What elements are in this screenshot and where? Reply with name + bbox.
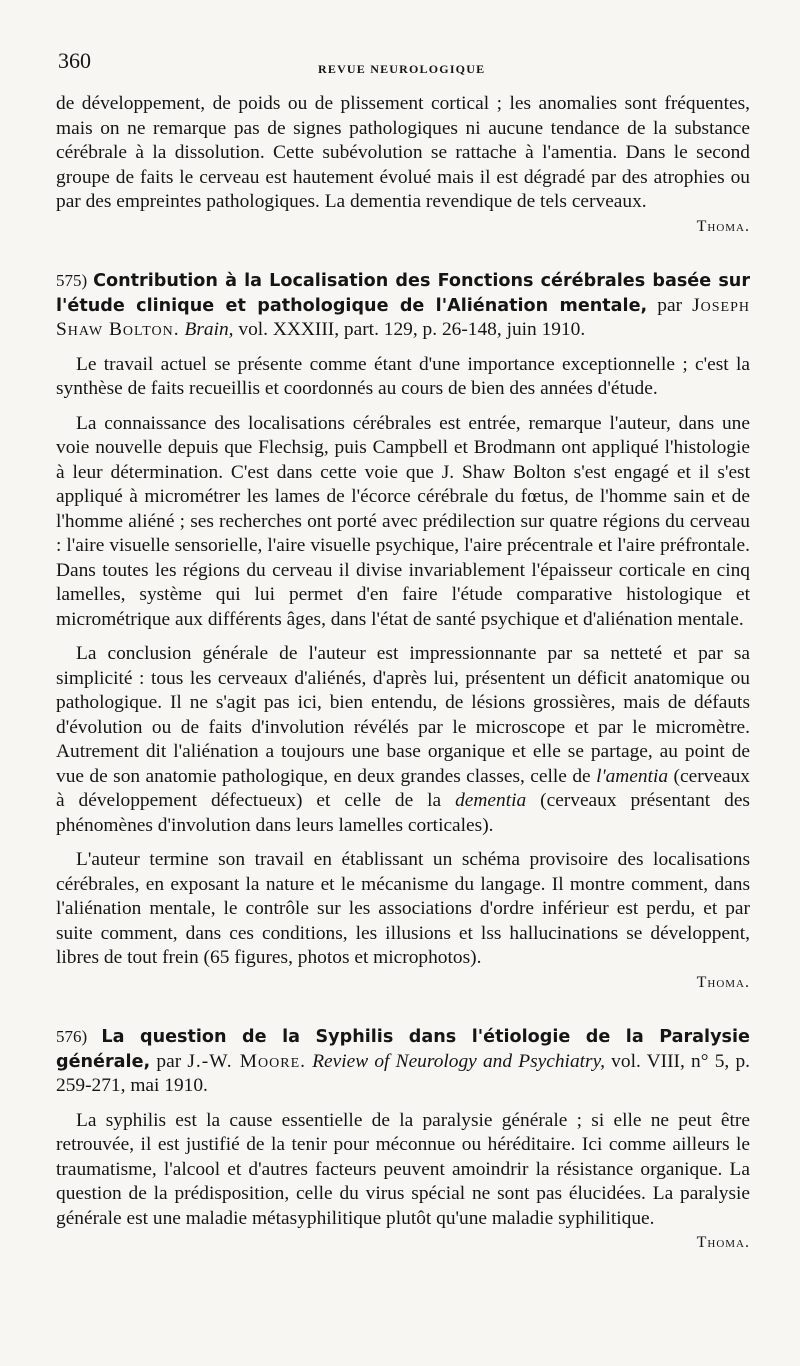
article-576-paragraph: La syphilis est la cause essentielle de la paralysie générale ; si elle ne peut être retrouvée, il est justifié de la tenir pour méconnue ou héréditaire. Ici comme ailleurs le traumatisme, l'alcool et d'autres facteurs peuvent amoindrir la résistance organique. La question de la prédisposition, celle du virus spécial ne sont pas élucidées. La paralysie générale est une maladie métasyphilitique plutôt qu'une maladie syphilitique. — [56, 1109, 750, 1229]
article-576-author: J.-W. Moore. — [187, 1050, 306, 1072]
paragraph-3-part-b: (cerveaux à développement défectueux) et celle de la — [56, 765, 750, 811]
article-576-title: La question de la Syphilis dans l'étiologie de la Paralysie générale, — [56, 1027, 750, 1072]
page-content — [56, 92, 750, 1256]
article-576-number: 576) — [56, 1027, 88, 1046]
article-575-number: 575) — [56, 271, 88, 290]
term-dementia: dementia — [455, 790, 527, 811]
term-amentia: l'amentia — [596, 765, 669, 787]
paragraph-3-part-c: (cerveaux présentant des phénomènes d'involution dans leurs lamelles corticales). — [56, 790, 750, 836]
paragraph-3-part-a: La conclusion générale de l'auteur est impressionnante par sa netteté et par sa simplicité : tous les cerveaux d'aliénés, d'après lui, présentent un déficit anatomique ou pathologique. Il ne s'agit pas ici, bien entendu, de lésions grossières, mais de défauts d'évolution ou de faits d'involution révélés par le microscope et par le micromètre. Autrement dit l'aliénation a toujours une base organique et elle se partage, au point de vue de son anatomie pathologique, en deux grandes classes, celle de — [56, 643, 750, 787]
article-575-author: Joseph Shaw Bolton. — [56, 294, 750, 340]
article-575-heading — [56, 269, 750, 343]
article-575-signature: Thoma. — [696, 973, 750, 991]
article-575-journal: Brain, — [184, 319, 234, 340]
article-575-paragraph-1: Le travail actuel se présente comme étant d'une importance exceptionnelle ; c'est la synthèse de faits recueillis et coordonnés au cours de bien des années d'étude. — [56, 353, 750, 399]
article-575-title: Contribution à la Localisation des Fonctions cérébrales basée sur l'étude clinique et pathologique de l'Aliénation mentale, — [56, 271, 750, 316]
intro-signature: Thoma. — [696, 217, 750, 235]
intro-paragraph: de développement, de poids ou de plissement cortical ; les anomalies sont fréquentes, mais on ne remarque pas de signes pathologiques ni aucune tendance de la substance cérébrale à la dissolution. Cette subévolution se rattache à l'amentia. Dans le second groupe de faits le cerveau est hautement évolué mais il est dégradé par des atrophies ou par des empreintes pathologiques. La dementia revendique de tels cerveaux. — [56, 93, 750, 212]
article-575-paragraph-3 — [56, 642, 750, 838]
article-576-signature: Thoma. — [696, 1234, 750, 1251]
article-576-par: par — [156, 1050, 182, 1072]
article-576-journal: Review of Neurology and Psychiatry, — [312, 1050, 605, 1072]
running-title: REVUE NEUROLOGIQUE — [318, 62, 486, 76]
article-576-heading — [56, 1025, 750, 1099]
page-number: 360 — [58, 48, 91, 73]
article-575-par: par — [657, 294, 683, 316]
article-575-paragraph-2: La connaissance des localisations cérébrales est entrée, remarque l'auteur, dans une voie nouvelle depuis que Flechsig, puis Campbell et Brodmann ont appliqué l'histologie à leur détermination. C'est dans cette voie que J. Shaw Bolton s'est engagé et il s'est appliqué à micrométrer les lames de l'écorce cérébrale du fœtus, de l'homme sain et de l'homme aliéné ; ses recherches ont porté avec prédilection sur quatre régions du cerveau : l'aire visuelle sensorielle, l'aire visuelle psychique, l'aire précentrale et l'aire préfrontale. Dans toutes les régions du cerveau il divise invariablement l'épaisseur corticale en cinq lamelles, système qui lui permet d'en faire l'étude comparative histologique et micrométrique aux différents âges, dans l'état de santé psychique et d'aliénation mentale. — [56, 412, 750, 630]
article-576-reference: vol. VIII, n° 5, p. 259-271, mai 1910. — [56, 1050, 750, 1096]
article-575-paragraph-4: L'auteur termine son travail en établissant un schéma provisoire des localisations cérébrales, en exposant la nature et le mécanisme du langage. Il montre comment, dans l'aliénation mentale, le contrôle sur les associations d'ordre inférieur est perdu, et par suite comment, dans ces conditions, les illusions et lss hallucinations se développent, libres de tout frein (65 figures, photos et microphotos). — [56, 849, 750, 968]
article-575-reference: vol. XXXIII, part. 129, p. 26-148, juin 1910. — [238, 319, 586, 340]
